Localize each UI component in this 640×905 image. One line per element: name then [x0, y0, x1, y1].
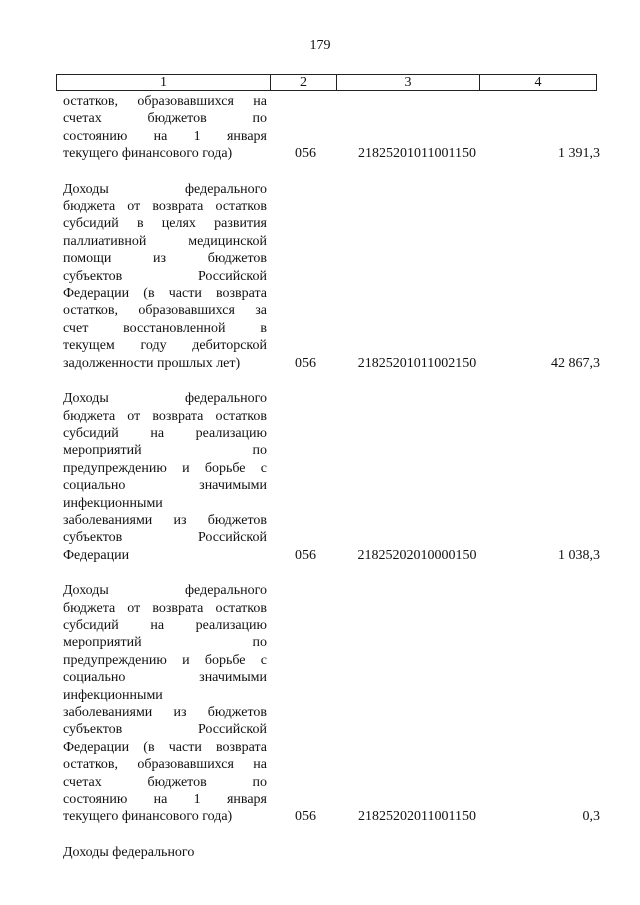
description-line: текущего финансового года): [63, 146, 233, 162]
description-line: бюджета от возврата остатков: [63, 199, 267, 215]
description-line: субсидий на реализацию: [63, 617, 267, 633]
admin-code: 056: [295, 547, 316, 563]
budget-classification-code: 21825201011001150: [358, 146, 476, 162]
table-row: [63, 181, 603, 372]
budget-classification-code: 21825202011001150: [358, 809, 476, 825]
admin-code: 056: [295, 355, 316, 371]
description-line: инфекционными: [63, 687, 163, 703]
description-line: предупреждению и борьбе с: [63, 652, 267, 668]
header-col-4: 4: [534, 75, 542, 90]
header-col-3: 3: [337, 75, 480, 90]
table-row: [63, 93, 603, 163]
header-col-1: 1: [57, 75, 271, 90]
admin-code: 056: [295, 809, 316, 825]
description-line: заболеваниями из бюджетов: [63, 705, 267, 720]
description-line: счет восстановленной в: [63, 320, 267, 336]
header-col-2: 2: [271, 75, 337, 90]
row-description: [63, 181, 267, 372]
description-line: счетах бюджетов по: [63, 774, 267, 790]
amount-value: 42 867,3: [551, 355, 600, 371]
description-line: субъектов Российской: [63, 530, 267, 546]
description-line: инфекционными: [63, 495, 163, 511]
description-line: текущем году дебиторской: [63, 338, 267, 354]
table-body: [63, 93, 603, 861]
row-description: [63, 582, 267, 826]
description-line: социально значимыми: [63, 670, 267, 686]
budget-classification-code: 21825201011002150: [357, 355, 477, 371]
budget-classification-code: 21825202010000150: [357, 547, 477, 563]
page-number: 179: [309, 38, 331, 53]
row-description: [63, 390, 267, 564]
description-line: текущего финансового года): [63, 809, 233, 825]
description-line: Федерации: [63, 547, 130, 563]
table-row: [63, 390, 603, 564]
table-row: [63, 844, 603, 861]
row-description: [63, 844, 267, 861]
description-line: состоянию на 1 января: [63, 792, 267, 808]
description-line: остатков, образовавшихся за: [63, 303, 267, 319]
amount-value: 1 391,3: [558, 146, 600, 162]
description-line: Доходы федерального: [63, 181, 267, 197]
description-line: паллиативной медицинской: [63, 233, 267, 249]
description-line: помощи из бюджетов: [63, 251, 267, 267]
description-line: Доходы федерального: [63, 844, 195, 860]
description-line: заболеваниями из бюджетов: [63, 512, 267, 528]
amount-value: 0,3: [582, 809, 600, 825]
description-line: состоянию на 1 января: [63, 128, 267, 144]
description-line: счетах бюджетов по: [63, 111, 267, 127]
description-line: бюджета от возврата остатков: [63, 600, 267, 616]
description-line: субсидий в целях развития: [63, 216, 267, 232]
table-header: [56, 74, 597, 91]
description-line: Доходы федерального: [63, 583, 267, 599]
description-line: субъектов Российской: [63, 722, 267, 738]
description-line: Федерации (в части возврата: [63, 739, 267, 755]
admin-code: 056: [295, 146, 316, 162]
table-row: [63, 582, 603, 826]
description-line: Федерации (в части возврата: [63, 286, 267, 302]
description-line: Доходы федерального: [63, 391, 267, 407]
row-description: [63, 93, 267, 163]
description-line: задолженности прошлых лет): [63, 355, 241, 371]
description-line: остатков, образовавшихся на: [63, 757, 267, 773]
description-line: мероприятий по: [63, 635, 267, 651]
description-line: социально значимыми: [63, 478, 267, 494]
description-line: предупреждению и борьбе с: [63, 460, 267, 476]
description-line: остатков, образовавшихся на: [63, 94, 267, 109]
description-line: субсидий на реализацию: [63, 425, 267, 441]
description-line: мероприятий по: [63, 443, 267, 459]
description-line: бюджета от возврата остатков: [63, 408, 267, 424]
description-line: субъектов Российской: [63, 268, 267, 284]
amount-value: 1 038,3: [558, 547, 600, 563]
